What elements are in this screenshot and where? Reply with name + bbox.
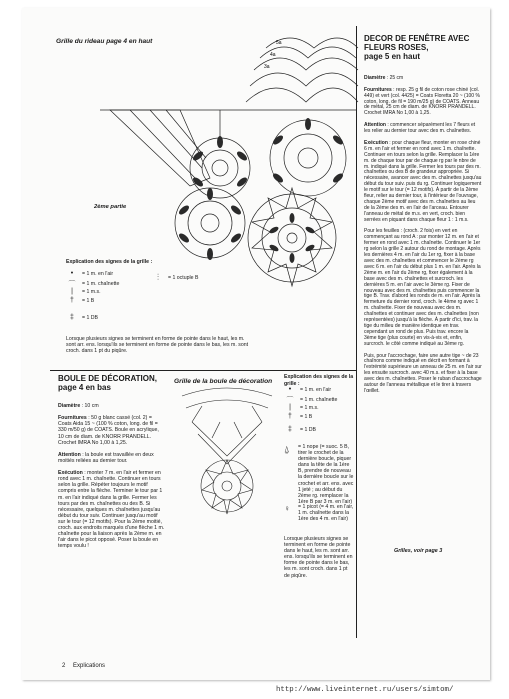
boule-exec-label: Exécution (58, 470, 83, 477)
watermark-url: http://www.liveinternet.ru/users/simtom/ (276, 686, 454, 694)
boule-heading: BOULE DE DÉCORATION, page 4 en bas (58, 374, 157, 393)
decor-exec-text: : pour chaque fleur, monter en rose chiné 6 m. en l'air et fermer en rond avec 1 m. chaînette. Continuer en tours selon la grille. Remplacer la 1ère m. de chaque tour par de chaque rg par le nbre de m. indiqué dans la grille. Fermer les tours par des m. chaînettes ou des B de grandeur appropriée. Si nécessaire, avancer avec des m. chaînettes jusqu'au début du tour suiv. puis du rg. Continuer logiquement le motif sur le tour (= 12 motifs). À partir de la 2ème fleur, relier au dernier tour, à l'intérieur de l'ouvrage, chaque 2ème motif avec des m. chaînettes au lieu de la 2ème des m. en l'air de l'arceau. Entourer l'anneau de métal de m.s. en vert, croch. bien serrées en piquant dans chaque fleur 1 : 1 m.s. (364, 139, 482, 223)
decor-fourn-text: : resp. 25 g fil de coton rose chiné (col. 449) et vert (col. 4425) = Coats Floretta 20 ~ (100 % coton, long. de fil = 190 m/25 g) de COATS. Anneau de métal, 25 cm de diam. de KNORR PRANDELL. Crochet IMRA No 1,00 à 1,25. (364, 86, 480, 117)
decor-fourn-label: Fournitures (364, 86, 392, 93)
column-divider (356, 26, 357, 638)
decor-accroch-text: Puis, pour l'accrochage, faire une autre tige ~ de 23 chaînons comme indiqué en décrit en formant à l'extrémité supérieure un anneau de 25 m. en l'air sur les ensuite surcroch. avec 40 m.s. et fixer à la base avec des m. chaînettes. Poser le ruban d'accrochage autour de l'anneau métallique et le tirer à travers l'œillet. (364, 352, 482, 394)
curtain-crochet-chart (70, 28, 360, 293)
boule-diam-label: Diamètre (58, 403, 81, 410)
legend-row-chain (66, 270, 113, 277)
legend-row-octuple (152, 272, 198, 283)
legend-text: = 1 m.s. (82, 288, 101, 295)
decor-feuilles-text: : (croch. 2 fois) en vert en commençant au rond A : par monter 12 m. en l'air et fermer en rond avec 1 m. chaînette. Continuer le 1er rg selon la grille 2 autour du rond de montage. Après les dernières 4 m. en l'air du 1er rg, fixer à la base avec des m. chaînettes et commencer le 2ème rg avec 6 m. en l'air du début plus 1 m. en l'air. Après la 2ème m. en l'air du 2ème rg, fixer également à la base avec des m. chaînettes et surcroch. les dernières 5 m. en l'air avec le 3ème rg. Fixer de nouveau avec des m. chaînettes puis commencer la tige B. Trav. d'abord les ronds de m. en l'air. Après la fermeture du dernier rond, croch. le 4ème rg avec 1 m. chaînette. Fixer de nouveau avec des m. chaînettes et continuer avec des m. chaînettes (non représentées) jusqu'à la flèche. À partir d'ici, trav. la tige du milieu de manière identique en trav. cependant un rond de plus. Puis trav. encore la 3ème tige (plus courte) en vis-à-vis et, enfin, surcroch. le côté comme indiqué au 3ème rg. (364, 228, 481, 347)
legend-text: = 1 m. en l'air (82, 270, 114, 277)
page-number: 2 (62, 663, 66, 669)
legend-row-chain (284, 386, 331, 393)
curtain-diagram-caption: Grille du rideau page 4 en haut (56, 38, 153, 45)
decor-att-label: Attention (364, 122, 386, 129)
legend-text: = 1 B (300, 413, 313, 420)
legend-row-single (66, 288, 101, 295)
boule-fourn-text: : 50 g blanc cassé (col. 2) = Coats Aida 15 ~ (100 % coton, long. de fil = 330 m/50 g) de COATS. Boule en acrylique, 10 cm de diam. de KNORR PRANDELL. Crochet IMRA No 1,00 à 1,25. (58, 415, 159, 446)
page-footer (62, 663, 105, 669)
legend-row-single (284, 404, 319, 411)
picot-explanation: = 1 picot (= 4 m. en l'air, 1 m. chaînette dans la 1ère des 4 m. en l'air) (298, 504, 354, 523)
legend-text: = 1 m. en l'air (300, 386, 332, 393)
legend-row-double (66, 297, 94, 304)
legend-text: = 1 DB (300, 426, 317, 433)
ball-legend-note: Lorsque plusieurs signes se terminent en forme de pointe dans le haut, les m. sont arr. ens. lorsqu'ils se terminent en forme de pointe dans le bas, les m. sont croch. dans 1 pt de piqûre. (284, 536, 353, 579)
picot-symbol-icon: ♀ (284, 504, 290, 513)
legend-title: Explication des signes de la grille : (66, 259, 153, 265)
chain-symbol-icon: • (288, 386, 292, 393)
single-crochet-symbol-icon: | (71, 288, 73, 295)
row-label-3a: 3a (264, 64, 270, 70)
grilles-reference: Grilles, voir page 3 (394, 548, 443, 554)
chain-symbol-icon: • (70, 270, 74, 277)
footer-section: Explications (73, 663, 106, 669)
legend-title: Explication des signes de la grille : (284, 374, 354, 387)
nope-explanation: = 1 nope (= suoc. 5 B, tirer le crochet de la dernière boucle, piquer dans la tête de la 1ère B, prendre de nouveau la dernière boucle sur le crochet et arr. ens. avec 1 jeté ; au début du 2ème rg. remplacer la 1ère B par 3 m. en l'air) (298, 444, 354, 505)
legend-row-treble (284, 426, 316, 433)
decor-exec-label: Exécution (364, 139, 388, 146)
boule-exec-text: : monter 7 m. en l'air et fermer en rond avec 1 m. chaînette. Continuer en tours selon la grille. Répéter toujours le motif compris entre la flèche. Terminer le tour par 1 m. en l'air indiqué dans la grille. Fermer les tours par des m. chaînettes ou des B. Si nécessaire, quelques m. chaînettes jusqu'au début du tour suiv. Continuer jusqu'au motif sur le tour (= 12 motifs). Pour la 2ème moitié, croch. aux endroits marqués d'une flèche 1 m. chaînette pour la liaison après la 2ème m. en l'air dans le picot opposé. Poser la boule en temps voulu ! (58, 470, 165, 550)
slip-stitch-symbol-icon: ⌒ (286, 397, 294, 404)
legend-text: = 1 DB (82, 314, 99, 321)
octuple-stitch-symbol-icon: ⫶ (156, 272, 160, 282)
decor-heading: DECOR DE FENÊTRE AVEC FLEURS ROSES, page 5 en haut (364, 34, 470, 62)
legend-row-treble (66, 314, 98, 321)
curtain-legend (66, 259, 246, 266)
boule-diam-value: : 10 cm (80, 403, 99, 410)
section-divider (50, 370, 356, 371)
boule-body (58, 397, 166, 555)
boule-att-text: : la boule est travaillée en deux moitiés reliées au dernier tour. (58, 451, 154, 464)
boule-att-label: Attention (58, 451, 81, 458)
row-label-4a: 4a (270, 52, 276, 58)
magazine-page (22, 8, 490, 680)
slip-stitch-symbol-icon: ⌒ (68, 281, 76, 288)
legend-text: = 1 m. chaînette (82, 281, 120, 287)
legend-text: = 1 B (82, 297, 95, 304)
double-crochet-symbol-icon: † (288, 413, 292, 420)
ball-diagram-caption: Grille de la boule de décoration (174, 378, 273, 385)
legend-row-double (284, 413, 312, 420)
curtain-legend-note: Lorsque plusieurs signes se terminent en forme de pointe dans le haut, les m. sont arr. ens. lorsqu'ils se terminent en forme de pointe dans le bas, les m. sont croch. dans 1 pt du piqûre. (66, 336, 249, 355)
treble-crochet-symbol-icon: ‡ (70, 314, 74, 321)
second-part-label: 2ème partie (94, 204, 127, 210)
legend-text: = 1 m. chaînette (300, 397, 338, 403)
row-label-5a: 5a (276, 40, 282, 46)
single-crochet-symbol-icon: | (289, 404, 291, 411)
ball-crochet-chart (172, 386, 282, 526)
decor-diam-label: Diamètre (364, 74, 386, 81)
decor-diam-value: : 25 cm (385, 74, 404, 81)
decor-body (364, 70, 482, 401)
boule-fourn-label: Fournitures (58, 415, 87, 422)
decor-att-text: : commencer séparément les 7 fleurs et les relier au dernier tour avec des m. chaînettes. (364, 122, 476, 135)
double-crochet-symbol-icon: † (70, 297, 74, 304)
treble-crochet-symbol-icon: ‡ (288, 426, 292, 433)
decor-feuilles-label: Pour les feuilles (364, 228, 400, 235)
legend-text: = 1 m.s. (300, 404, 319, 411)
legend-text: = 1 octuple B (168, 274, 199, 281)
nope-symbol-icon: ⍙ (284, 444, 290, 454)
